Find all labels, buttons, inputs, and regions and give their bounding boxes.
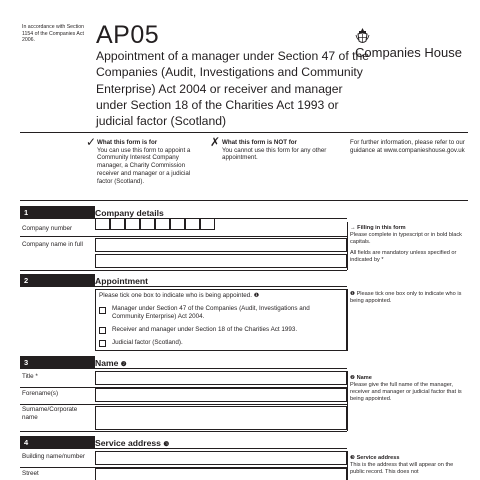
option-receiver-label: Receiver and manager under Section 18 of the Charities Act 1993. bbox=[112, 326, 298, 333]
manager-checkbox[interactable] bbox=[99, 307, 106, 314]
column-divider bbox=[347, 371, 348, 431]
section-2-note bbox=[350, 291, 468, 305]
receiver-manager-checkbox[interactable] bbox=[99, 327, 106, 334]
company-number-digit-box[interactable] bbox=[185, 219, 200, 230]
company-number-digit-box[interactable] bbox=[155, 219, 170, 230]
info-1-icon: ❶ bbox=[253, 293, 260, 299]
section-1-note-body: Please complete in typescript or in bold black capitals. bbox=[350, 232, 462, 245]
form-for-box bbox=[97, 139, 205, 185]
street-label: Street bbox=[22, 470, 39, 477]
section-3-number: 3 bbox=[20, 356, 95, 369]
forenames-label: Forename(s) bbox=[22, 390, 59, 397]
tick-icon: ✓ bbox=[86, 135, 97, 149]
company-number-digit-box[interactable] bbox=[110, 219, 125, 230]
section-1-note bbox=[350, 225, 468, 264]
row-divider bbox=[20, 270, 347, 271]
info-3-icon: ❸ bbox=[350, 455, 356, 461]
building-input[interactable] bbox=[95, 451, 347, 465]
row-divider bbox=[20, 236, 347, 237]
form-title: Appointment of a manager under Section 47 of the Companies (Audit, Investigations and Community Enterprise) Act 2004 or receiver and manager under Section 18 of the Charities Act 1993 or judicial factor (Scotland) bbox=[96, 49, 370, 129]
street-input[interactable] bbox=[95, 468, 347, 480]
appointment-instruction bbox=[99, 292, 339, 300]
cross-icon: ✗ bbox=[210, 135, 221, 149]
forenames-input[interactable] bbox=[95, 388, 347, 402]
section-1-note-title: Filling in this form bbox=[357, 225, 406, 231]
column-divider bbox=[347, 289, 348, 351]
section-3-note bbox=[350, 375, 468, 403]
company-number-digit-box[interactable] bbox=[125, 219, 140, 230]
surname-label: Surname/Corporate name bbox=[22, 406, 78, 421]
company-number-field[interactable] bbox=[95, 219, 215, 231]
section-3-title-text: Name bbox=[95, 358, 119, 368]
section-4-note-title: Service address bbox=[356, 455, 400, 461]
title-label: Title * bbox=[22, 373, 38, 380]
company-number-label: Company number bbox=[22, 225, 73, 232]
section-3-note-title: Name bbox=[356, 375, 372, 381]
form-for-body: You can use this form to appoint a Community Interest Company manager, a Charity Commission receiver and manager or a judicial factor (Scotland). bbox=[97, 146, 191, 185]
section-2-title: Appointment bbox=[95, 276, 148, 286]
info-2-icon: ❷ bbox=[350, 375, 356, 381]
company-number-digit-box[interactable] bbox=[200, 219, 215, 230]
royal-crest-icon bbox=[355, 27, 370, 47]
form-code: AP05 bbox=[96, 21, 160, 49]
company-number-digit-box[interactable] bbox=[140, 219, 155, 230]
section-3-title bbox=[95, 358, 127, 368]
form-for-title: What this form is for bbox=[97, 139, 158, 146]
section-3-note-body: Please give the full name of the manager, receiver and manager or judicial factor that is being appointed. bbox=[350, 382, 462, 402]
form-not-for-body: You cannot use this form for any other appointment. bbox=[222, 146, 327, 162]
option-manager-label: Manager under Section 47 of the Companies (Audit, Investigations and Community Enterprise) Act 2004. bbox=[112, 305, 310, 320]
surname-input[interactable] bbox=[95, 406, 347, 430]
section-4-number: 4 bbox=[20, 436, 95, 449]
appointment-instruction-text: Please tick one box to indicate who is being appointed. bbox=[99, 292, 252, 299]
info-3-icon: ❸ bbox=[163, 441, 170, 448]
section-2-number: 2 bbox=[20, 274, 95, 287]
info-1-icon: ❶ bbox=[350, 291, 356, 297]
section-3-header bbox=[95, 356, 347, 369]
title-input[interactable] bbox=[95, 371, 347, 385]
section-2-note-body: Please tick one box only to indicate who is being appointed. bbox=[350, 291, 462, 304]
form-not-for-title: What this form is NOT for bbox=[222, 139, 297, 146]
section-1-note-body-2: All fields are mandatory unless specified or indicated by * bbox=[350, 250, 457, 263]
companies-house-logo bbox=[355, 27, 467, 59]
info-rule bbox=[20, 200, 468, 201]
legal-note: In accordance with Section 1154 of the Companies Act 2006. bbox=[22, 24, 84, 43]
section-4-note bbox=[350, 455, 468, 476]
further-info: For further information, please refer to our guidance at www.companieshouse.gov.uk bbox=[350, 139, 465, 154]
column-divider bbox=[347, 451, 348, 480]
company-name-input-line-2[interactable] bbox=[95, 254, 347, 268]
section-4-title-text: Service address bbox=[95, 438, 161, 448]
option-judicial-factor-label: Judicial factor (Scotland). bbox=[112, 339, 183, 346]
section-4-title bbox=[95, 438, 169, 448]
header-rule bbox=[20, 132, 468, 133]
section-1-title: Company details bbox=[95, 208, 164, 218]
section-1-number: 1 bbox=[20, 206, 95, 219]
company-number-digit-box[interactable] bbox=[95, 219, 110, 230]
form-not-for-box bbox=[222, 139, 334, 162]
company-number-digit-box[interactable] bbox=[170, 219, 185, 230]
judicial-factor-checkbox[interactable] bbox=[99, 340, 106, 347]
building-label: Building name/number bbox=[22, 453, 86, 460]
logo-text: Companies House bbox=[355, 45, 462, 60]
company-name-input[interactable] bbox=[95, 238, 347, 252]
section-4-note-body: This is the address that will appear on the public record. This does not bbox=[350, 462, 454, 475]
info-2-icon: ❷ bbox=[120, 361, 127, 368]
row-divider bbox=[20, 431, 347, 432]
column-divider bbox=[347, 222, 348, 270]
arrow-icon: → bbox=[350, 225, 356, 231]
company-name-label: Company name in full bbox=[22, 241, 83, 248]
row-divider bbox=[20, 404, 347, 405]
